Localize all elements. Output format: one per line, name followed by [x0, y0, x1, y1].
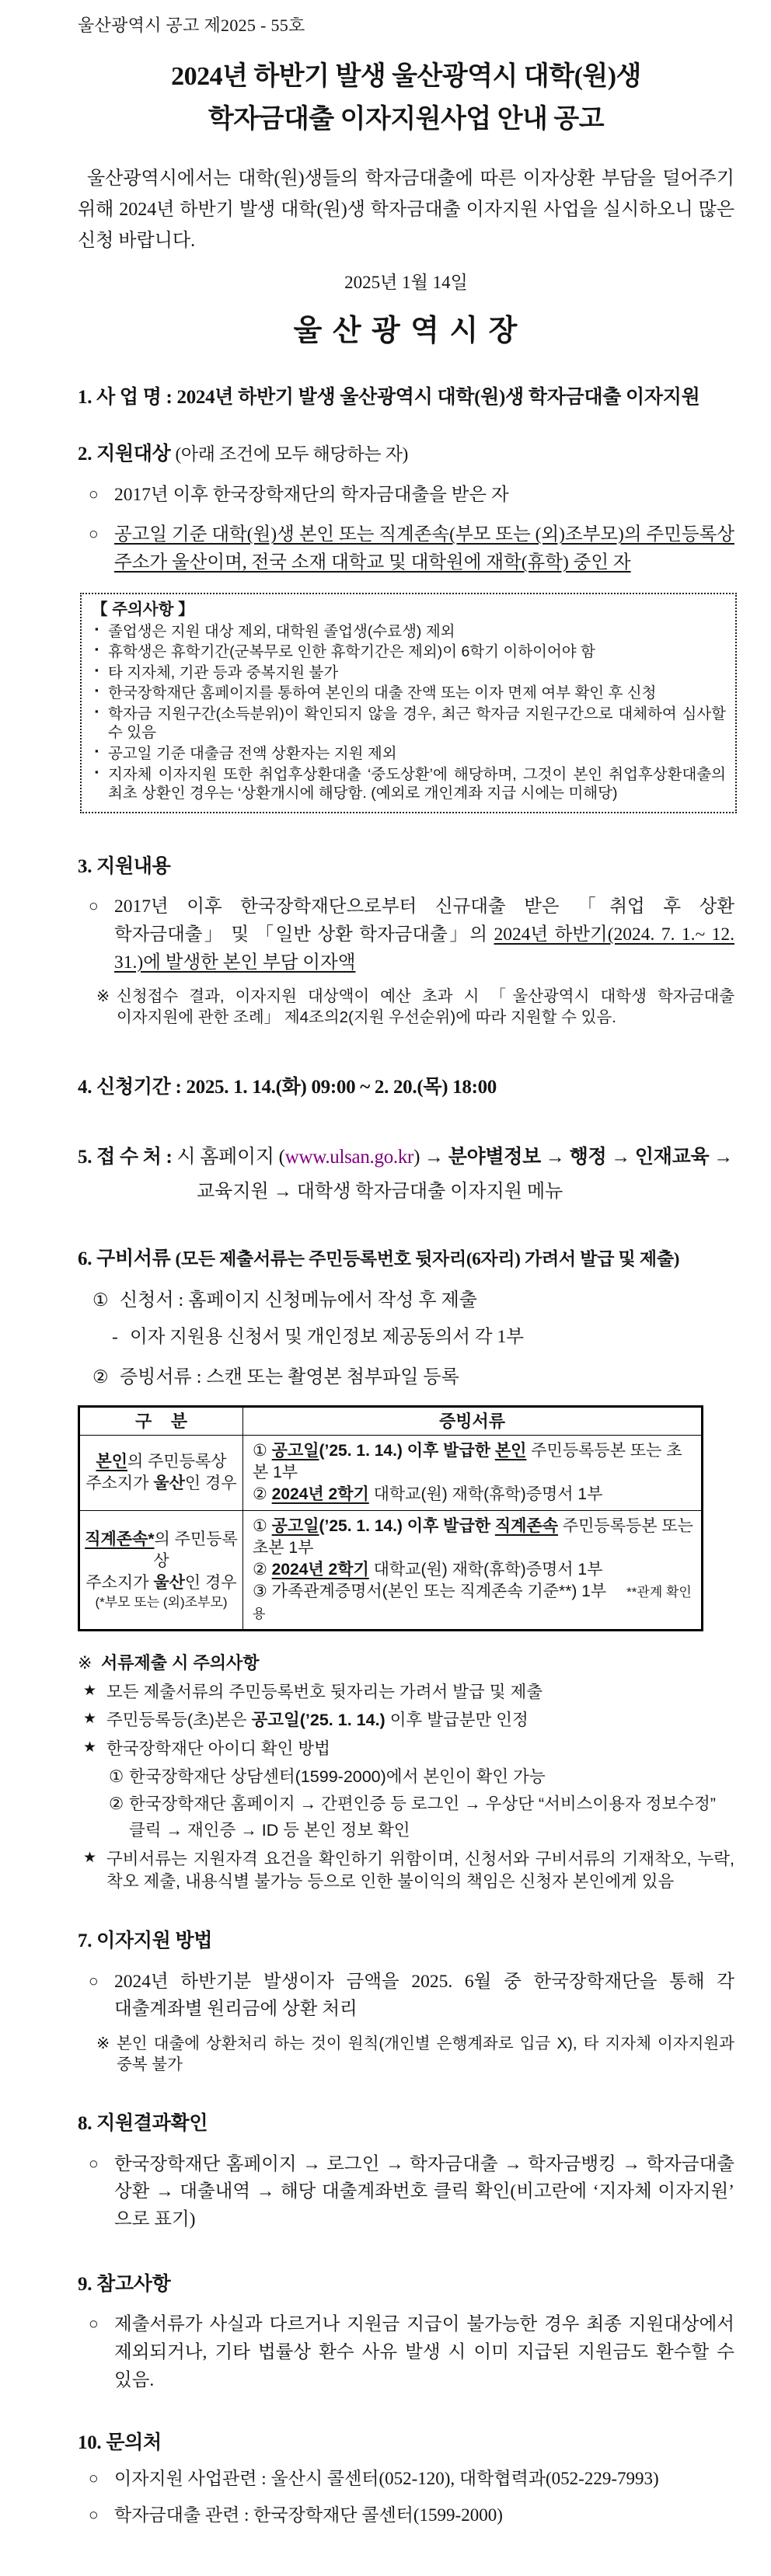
row2-category-text2: 주소지가 [85, 1573, 154, 1592]
row2-ulsan-bold: 울산 [153, 1573, 185, 1592]
square-bullet: ▪ [95, 745, 99, 757]
reference-mark: ※ [96, 987, 110, 1006]
submission-note-2 [78, 1709, 734, 1732]
section-6-heading-note: (모든 제출서류는 주민등록번호 뒷자리(6자리) 가려서 발급 및 제출) [175, 1249, 680, 1269]
submission-notes-title [78, 1650, 734, 1676]
row1-category-text2: 주소지가 [85, 1474, 154, 1493]
eligibility-item-2 [78, 521, 734, 576]
circle-bullet: ○ [89, 896, 99, 916]
section-5-label: 접 수 처 : [96, 1146, 173, 1168]
row2-ascendant-underlined: 직계존속* [85, 1530, 155, 1548]
circled-2-marker: ② [92, 1367, 109, 1387]
circled-1-marker: ① [92, 1290, 109, 1310]
row2-date-bold: (’25. 1. 14.) [319, 1517, 403, 1536]
submission-note-2-bold: 공고일(’25. 1. 14.) [251, 1711, 386, 1730]
caution-item-text: 학자금 지원구간(소득분위)이 확인되지 않을 경우, 최근 학자금 지원구간으로 대체하여 심사할 수 있음 [108, 705, 726, 742]
contact-item-1 [78, 2466, 734, 2493]
caution-item-text: 타 지자체, 기관 등과 중복지원 불가 [108, 663, 339, 681]
square-bullet: ▪ [95, 765, 99, 778]
caution-box-title: 【 주의사항 】 [92, 600, 194, 618]
caution-item [92, 705, 726, 743]
row1-category-cell [79, 1436, 243, 1511]
notice-number: 울산광역시 공고 제2025 - 55호 [78, 16, 305, 35]
eligibility-item-1-text: 2017년 이후 한국장학재단의 학자금대출을 받은 자 [114, 484, 509, 505]
support-details-text: 2017년 이후 한국장학재단으로부터 신규대출 받은 「취업 후 상환 학자금대출」 및 「일반 상환 학자금대출」의 [114, 896, 734, 945]
section-7-number: 7. [78, 1930, 92, 1952]
section-10-heading [78, 2428, 734, 2458]
support-method-note [78, 2033, 734, 2075]
section-eligibility [78, 440, 734, 813]
section-3-heading [78, 852, 734, 882]
section-7-heading [78, 1927, 734, 1956]
section-4-number: 4. [78, 1077, 92, 1098]
row1-ulsan-bold: 울산 [153, 1474, 185, 1493]
table-row [79, 1436, 703, 1511]
section-8-number: 8. [78, 2113, 92, 2135]
circled-1-marker: ① [253, 1442, 267, 1460]
circled-3-marker: ③ [253, 1582, 267, 1600]
reference-info-item [78, 2311, 734, 2394]
row1-noticedate-bold: 공고일 [271, 1442, 319, 1460]
section-1-label: 사 업 명 : [96, 386, 173, 408]
section-support-details [78, 852, 734, 1029]
circled-1-marker: ① [109, 1767, 124, 1786]
section-2-number: 2. [78, 444, 92, 465]
row2-category-text: 의 주민등록상 [153, 1530, 238, 1570]
row1-self-bold: 본인 [494, 1442, 527, 1460]
section-7-label: 이자지원 방법 [96, 1930, 213, 1952]
reference-mark: ※ [96, 2035, 110, 2052]
square-bullet: ▪ [95, 705, 99, 717]
support-method-item [78, 1969, 734, 2024]
row2-evidence-text2: 대학교(원) 재학(휴학)증명서 1부 [368, 1561, 603, 1579]
circle-bullet: ○ [89, 2468, 99, 2487]
caution-item-text: 공고일 기준 대출금 전액 상환자는 지원 제외 [108, 745, 397, 762]
row1-evidence-cell [243, 1436, 703, 1511]
section-reference-info [78, 2270, 734, 2395]
submission-note-4-text: 구비서류는 지원자격 요건을 확인하기 위함이며, 신청서와 구비서류의 기재착오, 누락, 착오 제출, 내용식별 불가능 등으로 인한 불이익의 책임은 신청자 본인에게 있음 [106, 1849, 734, 1892]
submission-note-1-text: 모든 제출서류의 주민등록번호 뒷자리는 가려서 발급 및 제출 [106, 1682, 543, 1701]
reference-info-text: 제출서류가 사실과 다르거나 지원금 지급이 불가능한 경우 최종 지원대상에서 제외되거나, 기타 법률상 환수 사유 발생 시 이미 지급된 지원금도 환수할 수 있음. [114, 2314, 734, 2390]
row1-evidence-text1: 주민등록등본 또는 초본 1부 [253, 1442, 682, 1482]
row2-evidence-text3: 가족관계증명서(본인 또는 직계존속 기준**) 1부 [271, 1582, 607, 1600]
row2-evidence-cell [243, 1511, 703, 1631]
col-header-category: 구 분 [79, 1407, 243, 1436]
section-9-number: 9. [78, 2273, 92, 2295]
caution-box [80, 593, 737, 813]
id-check-method-2-text: 한국장학재단 홈페이지 → 간편인증 등 로그인 → 우상단 “서비스이용자 정보수정” [129, 1794, 716, 1814]
section-6-label: 구비서류 [96, 1248, 171, 1270]
submission-pre-text: 시 홈페이지 ( [176, 1146, 285, 1168]
section-contact [78, 2428, 734, 2529]
contact-item-2 [78, 2502, 734, 2529]
mayor-signature: 울 산 광 역 시 장 [293, 314, 519, 347]
submission-note-1 [78, 1681, 734, 1704]
row2-evidence-line2 [253, 1559, 693, 1581]
row2-category-line1 [85, 1529, 238, 1572]
dash-marker: - [112, 1326, 118, 1347]
caution-item-text: 지자체 이자지원 또한 취업후상환대출 ‘중도상환’에 해당하며, 그것이 본인 취업후상환대출의 최초 상환인 경우는 ‘상환개시에 해당함. (예외로 개인계좌 지급 시에는 미해당) [108, 765, 726, 802]
announcement-date: 2025년 1월 14일 [344, 272, 468, 292]
row1-issued-bold: 이후 발급한 [402, 1442, 495, 1460]
row1-semester-bold: 2024년 2학기 [271, 1485, 369, 1504]
result-check-text: 한국장학재단 홈페이지 → 로그인 → 학자금대출 → 학자금뱅킹 → 학자금대출 상환 → 대출내역 → 해당 대출계좌번호 클릭 확인(비고란에 ‘지자체 이자지원’ 으로 표기) [114, 2153, 734, 2230]
contact-item-2-text: 학자금대출 관련 : 한국장학재단 콜센터(1599-2000) [114, 2505, 503, 2525]
row2-semester-bold: 2024년 2학기 [271, 1561, 369, 1579]
row1-category-line1 [85, 1451, 238, 1473]
row2-category-cell [79, 1511, 243, 1631]
row2-relation-note: **관계 확인용 [253, 1584, 692, 1621]
caution-item [92, 642, 726, 662]
circle-bullet: ○ [89, 484, 99, 503]
title-line2: 학자금대출 이자지원사업 안내 공고 [208, 105, 605, 134]
section-3-number: 3. [78, 855, 92, 877]
square-bullet: ▪ [95, 684, 99, 697]
support-details-note [78, 986, 734, 1028]
row1-evidence-text2: 대학교(원) 재학(휴학)증명서 1부 [368, 1485, 603, 1504]
menu-path-2: 행정 [569, 1145, 607, 1168]
section-3-label: 지원내용 [96, 855, 171, 877]
result-check-item [78, 2151, 734, 2234]
document-title [78, 55, 734, 141]
section-8-heading [78, 2109, 734, 2139]
row2-evidence-line1 [253, 1516, 693, 1559]
submission-path-line2: 교육지원 → 대학생 학자금대출 이자지원 메뉴 [197, 1182, 563, 1203]
support-method-note-text: 본인 대출에 상환처리 하는 것이 원칙(개인별 은행계좌로 입금 X), 타 지자체 이자지원과 중복 불가 [117, 2035, 734, 2074]
circled-2-marker: ② [253, 1561, 267, 1579]
section-9-heading [78, 2270, 734, 2299]
section-1-text: 2024년 하반기 발생 울산광역시 대학(원)생 학자금대출 이자지원 [176, 386, 700, 408]
row2-evidence-text1: 주민등록등본 또는 초본 1부 [253, 1517, 693, 1558]
section-5-number: 5. [78, 1146, 92, 1168]
section-9-label: 참고사항 [96, 2273, 171, 2295]
section-4-label: 신청기간 : [96, 1077, 182, 1098]
evidence-documents-table [78, 1405, 703, 1631]
section-8-label: 지원결과확인 [96, 2113, 208, 2135]
section-10-label: 문의처 [106, 2432, 162, 2454]
arrow-separator: → [709, 1146, 733, 1168]
arrow-separator: → [540, 1146, 570, 1168]
caution-item-text: 한국장학재단 홈페이지를 통하여 본인의 대출 잔액 또는 이자 면제 여부 확인 후 신청 [108, 684, 657, 702]
caution-item-text: 졸업생은 지원 대상 제외, 대학원 졸업생(수료생) 제외 [108, 622, 455, 640]
circle-bullet: ○ [89, 1971, 99, 1990]
intro-paragraph: 울산광역시에서는 대학(원)생들의 학자금대출에 따른 이자상환 부담을 덜어주기 위해 2024년 하반기 발생 대학(원)생 학자금대출 이자지원 사업을 실시하오니 많은 신청 바랍니다. [78, 169, 734, 251]
submission-note-4 [78, 1848, 734, 1894]
section-application-period [78, 1073, 734, 1102]
square-bullet: ▪ [95, 643, 99, 656]
documents-item-2 [78, 1363, 734, 1391]
table-header-row [79, 1407, 703, 1436]
section-submission-place [78, 1143, 734, 1206]
reference-mark: ※ [78, 1652, 92, 1673]
documents-item-1-sub-text: 이자 지원용 신청서 및 개인정보 제공동의서 각 1부 [130, 1326, 524, 1347]
row1-date-bold: (’25. 1. 14.) [319, 1442, 403, 1460]
square-bullet: ▪ [95, 663, 99, 676]
star-bullet: ★ [83, 1849, 97, 1866]
support-details-item [78, 893, 734, 976]
id-check-method-2 [78, 1793, 734, 1816]
application-period-text: 2025. 1. 14.(화) 09:00 ~ 2. 20.(목) 18:00 [186, 1077, 497, 1098]
submission-note-2-post: 이후 발급분만 인정 [385, 1711, 529, 1730]
menu-path-1: 분야별정보 [448, 1145, 541, 1168]
table-row [79, 1511, 703, 1631]
menu-path-3: 인재교육 [634, 1145, 710, 1168]
id-check-method-1 [78, 1766, 734, 1789]
documents-item-1-text: 신청서 : 홈페이지 신청메뉴에서 작성 후 제출 [120, 1290, 477, 1311]
row1-category-line2 [85, 1473, 238, 1495]
eligibility-item-1 [78, 482, 734, 510]
submission-note-3 [78, 1738, 734, 1761]
circled-2-marker: ② [109, 1794, 124, 1814]
submission-note-3-text: 한국장학재단 아이디 확인 방법 [106, 1739, 330, 1759]
section-required-documents [78, 1244, 734, 1894]
caution-item [92, 744, 726, 764]
row1-category-text3: 인 경우 [184, 1474, 237, 1493]
section-4-heading [78, 1073, 734, 1102]
section-business-name [78, 383, 734, 413]
submission-note-2-pre: 주민등록등(초)본은 [106, 1711, 252, 1730]
caution-item [92, 684, 726, 703]
star-bullet: ★ [83, 1739, 97, 1756]
contact-item-1-text: 이자지원 사업관련 : 울산시 콜센터(052-120), 대학협력과(052-229-7993) [114, 2468, 659, 2488]
section-10-number: 10. [78, 2432, 102, 2454]
caution-item [92, 663, 726, 683]
section-2-heading-note: (아래 조건에 모두 해당하는 자) [175, 444, 409, 465]
section-2-heading [78, 440, 734, 469]
row2-category-footnote: (*부모 또는 (외)조부모) [95, 1594, 228, 1610]
circle-bullet: ○ [89, 2505, 99, 2524]
caution-item-text: 휴학생은 휴학기간(군복무로 인한 휴학기간은 제외)이 6학기 이하이어야 함 [108, 643, 595, 661]
submission-post-text: ) → [413, 1146, 448, 1168]
submission-notes-title-text: 서류제출 시 주의사항 [101, 1652, 260, 1673]
row1-self-underlined: 본인 [96, 1453, 127, 1471]
row2-ascendant-bold: 직계존속 [494, 1517, 559, 1536]
documents-item-2-text: 증빙서류 : 스캔 또는 촬영본 첨부파일 등록 [120, 1367, 459, 1388]
section-1-heading [78, 383, 734, 413]
support-details-note-text: 신청접수 결과, 이자지원 대상액이 예산 초과 시 「울산광역시 대학생 학자금대출 이자지원에 관한 조례」 제4조의2(지원 우선순위)에 따라 지원할 수 있음. [117, 987, 734, 1027]
caution-item [92, 622, 726, 642]
row2-issued-bold: 이후 발급한 [402, 1517, 495, 1536]
support-method-text: 2024년 하반기분 발생이자 금액을 2025. 6월 중 한국장학재단을 통해 각 대출계좌별 원리금에 상환 처리 [114, 1971, 734, 2020]
star-bullet: ★ [83, 1682, 97, 1699]
row2-evidence-line3 [253, 1581, 693, 1624]
row1-evidence-line1 [253, 1440, 693, 1484]
ulsan-homepage-link[interactable]: www.ulsan.go.kr [284, 1146, 414, 1168]
section-support-method [78, 1927, 734, 2075]
circled-1-marker: ① [253, 1517, 267, 1536]
square-bullet: ▪ [95, 622, 99, 635]
section-5-heading [78, 1143, 734, 1172]
id-check-method-1-text: 한국장학재단 상담센터(1599-2000)에서 본인이 확인 가능 [129, 1767, 546, 1786]
row2-category-line2 [85, 1572, 238, 1594]
row1-evidence-line2 [253, 1484, 693, 1506]
documents-item-1-sub [78, 1324, 734, 1351]
support-details-underlined: 2024년 하반기(2024. 7. 1.~ 12. 31.)에 발생한 본인 부담 이자액 [114, 924, 735, 973]
circle-bullet: ○ [89, 524, 99, 544]
eligibility-item-2-text: 공고일 기준 대학(원)생 본인 또는 직계존속(부모 또는 (외)조부모)의 주민등록상 주소가 울산이며, 전국 소재 대학교 및 대학원에 재학(휴학) 중인 자 [114, 524, 734, 573]
title-line1: 2024년 하반기 발생 울산광역시 대학(원)생 [171, 62, 641, 91]
section-6-heading [78, 1244, 734, 1274]
section-result-check [78, 2109, 734, 2234]
circle-bullet: ○ [89, 2153, 99, 2173]
row2-noticedate-bold: 공고일 [271, 1517, 319, 1536]
caution-item [92, 765, 726, 803]
documents-item-1 [78, 1286, 734, 1314]
circled-2-marker: ② [253, 1485, 267, 1504]
id-check-method-2-continued: 클릭 → 재인증 → ID 등 본인 정보 확인 [129, 1821, 410, 1840]
col-header-evidence: 증빙서류 [243, 1407, 703, 1436]
section-6-number: 6. [78, 1248, 92, 1270]
section-1-number: 1. [78, 386, 92, 408]
star-bullet: ★ [83, 1711, 97, 1728]
arrow-separator: → [606, 1146, 635, 1168]
document-submission-notes [78, 1650, 734, 1894]
circle-bullet: ○ [89, 2314, 99, 2334]
row1-category-text: 의 주민등록상 [127, 1453, 227, 1471]
row2-category-text3: 인 경우 [184, 1573, 237, 1592]
section-2-label: 지원대상 [96, 444, 171, 465]
